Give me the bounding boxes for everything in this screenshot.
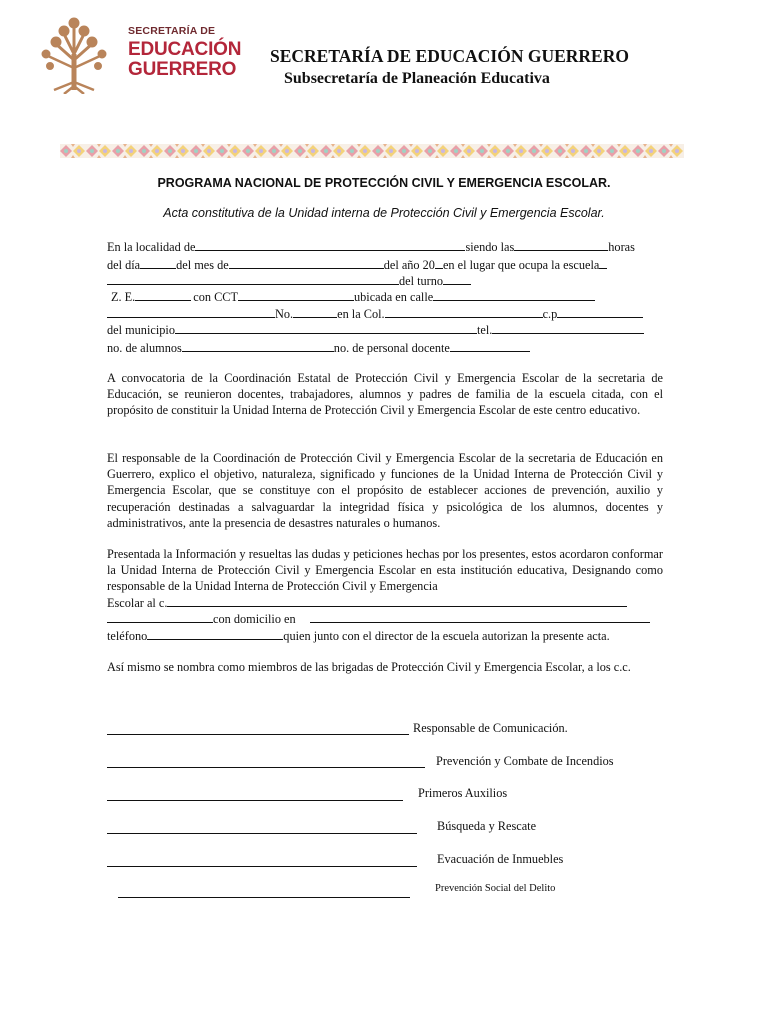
blank-escuela-nombre[interactable]: [107, 272, 399, 285]
blank-anio[interactable]: [435, 256, 443, 269]
paragraph-convocatoria: A convocatoria de la Coordinación Estatal de Protección Civil y Emergencia Escolar de la secretaria de Educación, se reunieron docentes, trabajadores, alumnos y padres de familia de la escuela citada, con el propósito de constituir la Unidad Interna de Protección Civil y Emergencia Escolar de este centro educativo.: [107, 371, 663, 418]
label-ubicada: ubicada en calle: [354, 290, 434, 304]
label-localidad: En la localidad de: [107, 240, 196, 254]
label-siendo: siendo las: [465, 240, 515, 254]
form-line-1: [107, 238, 663, 255]
form-line-7: [107, 339, 663, 356]
blank-municipio[interactable]: [175, 321, 477, 334]
form-line-domicilio: [107, 610, 663, 627]
blank-mes[interactable]: [229, 256, 384, 269]
logo-top-text: SECRETARÍA DE: [128, 25, 216, 37]
form-line-telefono: [107, 627, 663, 644]
blank-alumnos[interactable]: [182, 339, 334, 352]
form-line-5: [107, 305, 663, 322]
blank-escuela[interactable]: [599, 256, 607, 269]
label-del-dia: del día: [107, 258, 141, 272]
brigada-auxilios: Primeros Auxilios: [418, 786, 508, 800]
blank-tel[interactable]: [492, 321, 644, 334]
brigada-delito: Prevención Social del Delito: [435, 883, 556, 894]
brigada-rescate: Búsqueda y Rescate: [437, 819, 537, 833]
label-municipio: del municipio: [107, 323, 175, 337]
blank-cct[interactable]: [238, 288, 354, 301]
label-personal: no. de personal docente: [333, 341, 450, 355]
paragraph-brigadas: Así mismo se nombra como miembros de las brigadas de Protección Civil y Emergencia Escolar, a los c.c.: [107, 660, 631, 674]
header-subtitle: Subsecretaría de Planeación Educativa: [284, 70, 550, 87]
header-title: SECRETARÍA DE EDUCACIÓN GUERRERO: [270, 46, 629, 66]
label-telefono: teléfono: [107, 629, 148, 643]
label-no: No.: [275, 307, 294, 321]
signature-line-comunicacion[interactable]: [107, 734, 409, 735]
signature-line-evacuacion[interactable]: [107, 866, 417, 867]
decorative-pattern-band: [60, 144, 684, 158]
blank-hora[interactable]: [514, 238, 608, 251]
blank-no[interactable]: [293, 305, 337, 318]
label-cp: c.p: [542, 307, 558, 321]
label-del-turno: del turno: [399, 274, 444, 288]
document-title: PROGRAMA NACIONAL DE PROTECCIÓN CIVIL Y EMERGENCIA ESCOLAR.: [157, 176, 611, 190]
label-tel: tel.: [476, 323, 493, 337]
blank-dia[interactable]: [140, 256, 176, 269]
label-del-mes: del mes de: [176, 258, 229, 272]
logo-line1: EDUCACIÓN: [128, 38, 242, 60]
signature-line-delito[interactable]: [118, 897, 410, 898]
label-quien-junto: quien junto con el director de la escuela autorizan la presente acta.: [283, 629, 610, 643]
blank-cp[interactable]: [557, 305, 643, 318]
secretaria-logo: [36, 16, 242, 96]
form-line-6: [107, 321, 663, 338]
document-subtitle: Acta constitutiva de la Unidad interna de Protección Civil y Emergencia Escolar.: [163, 206, 605, 220]
brigada-evacuacion: Evacuación de Inmuebles: [437, 852, 564, 866]
label-col: en la Col.: [337, 307, 385, 321]
label-ze: Z. E.: [111, 290, 136, 304]
blank-domicilio[interactable]: [310, 610, 650, 623]
blank-responsable[interactable]: [167, 594, 627, 607]
signature-line-incendios[interactable]: [107, 767, 425, 768]
brigada-incendios: Prevención y Combate de Incendios: [436, 754, 614, 768]
paragraph-presentada: Presentada la Información y resueltas las dudas y peticiones hechas por los presentes, estos acordaron conformar la Unidad Interna de Protección Civil y Emergencia Escolar en esta institución educativa, Designando como responsable de la Unidad Interna de Protección Civil y Emergencia: [107, 547, 663, 594]
label-cct: con CCT: [193, 290, 238, 304]
logo-line2: GUERRERO: [128, 58, 237, 80]
blank-personal[interactable]: [450, 339, 530, 352]
paragraph-responsable: El responsable de la Coordinación de Protección Civil y Emergencia Escolar de la secretaria de Educación en Guerrero, explico el objetivo, naturaleza, significado y funciones de la Unidad Interna de Protección Civil y Emergencia Escolar, que se constituye con el propósito de establecer acciones de prevención, auxilio y recuperación destinadas a salvaguardar la integridad física y psicológica de los alumnos, docentes y administrativos, ante la presencia de desastres naturales o humanos.: [107, 451, 663, 530]
blank-calle[interactable]: [433, 288, 595, 301]
logo-wordmark: [128, 26, 241, 79]
brigada-comunicacion: Responsable de Comunicación.: [413, 721, 568, 735]
form-line-3: [107, 272, 663, 289]
form-line-escolar: [107, 594, 663, 611]
label-alumnos: no. de alumnos: [107, 341, 182, 355]
blank-localidad[interactable]: [195, 238, 465, 251]
label-con-domicilio: con domicilio en: [213, 612, 296, 626]
tree-roots-logo-icon: [36, 16, 116, 94]
label-escolar-al: Escolar al c.: [107, 596, 168, 610]
label-horas: horas: [608, 240, 635, 254]
label-lugar: en el lugar que ocupa la escuela: [442, 258, 600, 272]
label-del-anio: del año 20: [383, 258, 435, 272]
signature-line-auxilios[interactable]: [107, 800, 403, 801]
signature-line-rescate[interactable]: [107, 833, 417, 834]
form-line-4: [107, 288, 663, 305]
blank-ze[interactable]: [135, 288, 191, 301]
blank-responsable-cont[interactable]: [107, 610, 213, 623]
blank-col[interactable]: [385, 305, 543, 318]
blank-calle-cont[interactable]: [107, 305, 275, 318]
blank-turno[interactable]: [443, 272, 471, 285]
blank-telefono[interactable]: [147, 627, 283, 640]
form-line-2: [107, 256, 663, 273]
